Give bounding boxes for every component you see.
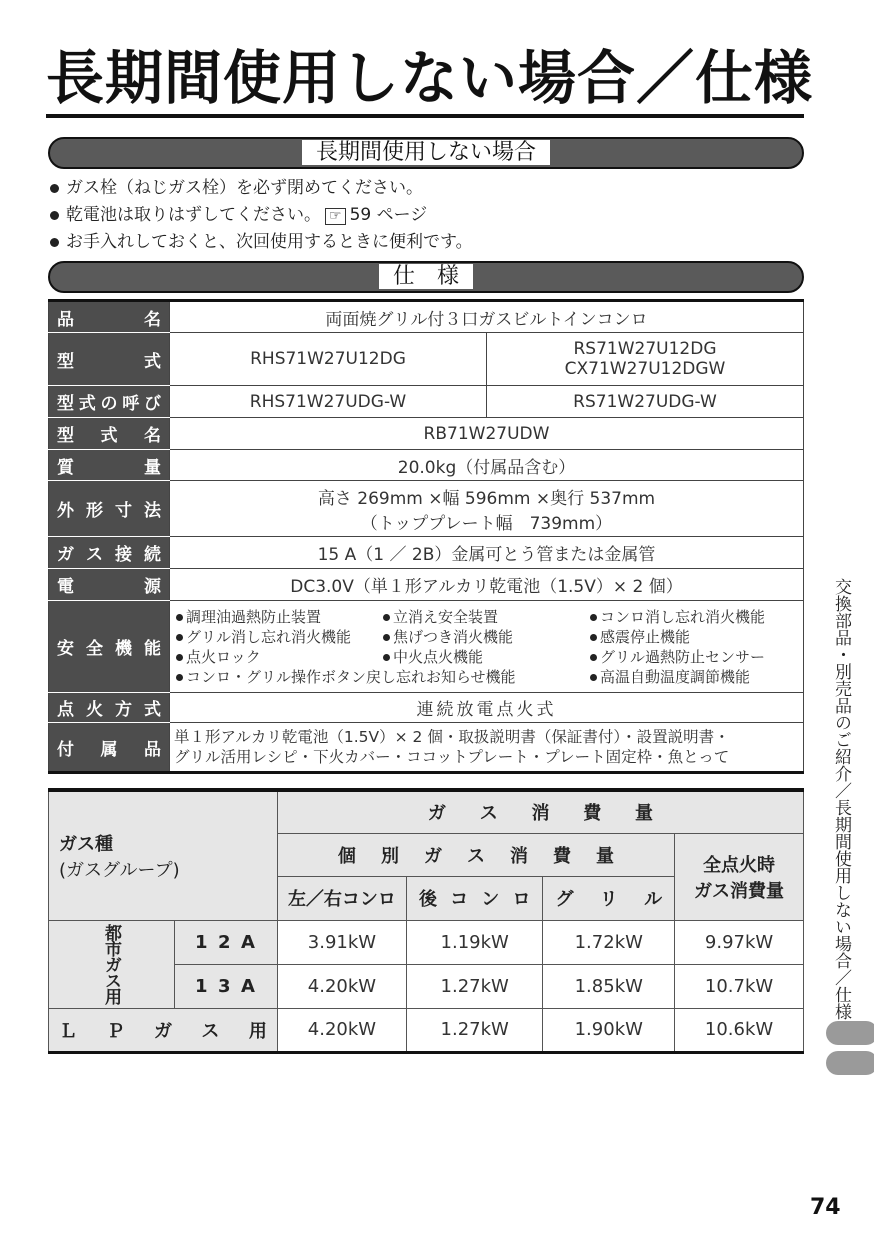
table-row bbox=[49, 601, 804, 693]
page-title: 長期間使用しない場合／仕様 bbox=[46, 44, 814, 112]
table-row bbox=[49, 333, 804, 386]
table-cell: 1.19kW bbox=[406, 920, 542, 964]
spec-value: 高さ 269mm ×幅 596mm ×奥行 537mm （トッププレート幅 739mm） bbox=[170, 481, 804, 537]
bullet-dot-icon bbox=[50, 211, 59, 220]
spec-table bbox=[48, 299, 804, 774]
bullet-dot-icon bbox=[590, 634, 597, 641]
bullet-dot-icon bbox=[176, 634, 183, 641]
feature-item: グリル消し忘れ消火機能 bbox=[176, 627, 383, 647]
table-cell: 9.97kW bbox=[675, 920, 804, 964]
feature-item: 高温自動温度調節機能 bbox=[590, 667, 790, 687]
table-row bbox=[49, 723, 804, 773]
table-cell: 10.7kW bbox=[675, 964, 804, 1008]
table-cell: 1.90kW bbox=[543, 1008, 675, 1052]
table-row bbox=[49, 569, 804, 601]
individual-consumption-header: 個 別 ガ ス 消 費 量 bbox=[277, 833, 674, 876]
bullet-item: 乾電池は取りはずしてください。 ☞ 59 ページ bbox=[50, 202, 473, 229]
section-heading-specs bbox=[48, 261, 804, 293]
spec-value: 15 A（1 ／ 2B）金属可とう管または金属管 bbox=[170, 537, 804, 569]
table-row bbox=[49, 790, 804, 833]
bullet-dot-icon bbox=[383, 654, 390, 661]
spec-value: RB71W27UDW bbox=[170, 418, 804, 450]
table-row bbox=[49, 1008, 804, 1052]
bullet-dot-icon bbox=[176, 674, 183, 681]
table-row bbox=[49, 301, 804, 333]
table-row bbox=[49, 693, 804, 723]
feature-item: 焦げつき消火機能 bbox=[383, 627, 590, 647]
title-rule bbox=[46, 114, 804, 118]
spec-label: 付 属 品 bbox=[49, 723, 170, 773]
bullet-dot-icon bbox=[50, 184, 59, 193]
bullet-dot-icon bbox=[50, 238, 59, 247]
feature-item: コンロ消し忘れ消火機能 bbox=[590, 607, 790, 627]
gas-type-cell: 1 3 A bbox=[175, 964, 278, 1008]
spec-label: 品 名 bbox=[49, 301, 170, 333]
spec-label: 点 火 方 式 bbox=[49, 693, 170, 723]
spec-value: 20.0kg（付属品含む） bbox=[170, 450, 804, 481]
table-cell: 4.20kW bbox=[277, 964, 406, 1008]
section-heading-storage-label: 長期間使用しない場合 bbox=[302, 140, 550, 165]
spec-label: 外 形 寸 法 bbox=[49, 481, 170, 537]
column-header: 左／右コンロ bbox=[277, 876, 406, 920]
total-consumption-header: 全点火時 ガス消費量 bbox=[675, 833, 804, 920]
feature-item: 立消え安全装置 bbox=[383, 607, 590, 627]
chapter-tab bbox=[826, 1021, 874, 1045]
table-row bbox=[49, 418, 804, 450]
spec-label: 型 式 bbox=[49, 333, 170, 386]
chapter-tab bbox=[826, 1051, 874, 1075]
spec-value: RS71W27U12DG CX71W27U12DGW bbox=[487, 333, 804, 386]
section-heading-specs-label: 仕 様 bbox=[379, 264, 473, 289]
table-row bbox=[49, 386, 804, 418]
bullet-dot-icon bbox=[383, 614, 390, 621]
bullet-item: お手入れしておくと、次回使用するときに便利です。 bbox=[50, 229, 473, 256]
table-cell: 1.27kW bbox=[406, 964, 542, 1008]
table-row bbox=[49, 481, 804, 537]
section-heading-storage bbox=[48, 137, 804, 169]
table-cell: 3.91kW bbox=[277, 920, 406, 964]
gas-type-cell: 1 2 A bbox=[175, 920, 278, 964]
feature-item: コンロ・グリル操作ボタン戻し忘れお知らせ機能 bbox=[176, 667, 590, 687]
column-header: グ リ ル bbox=[543, 876, 675, 920]
feature-item: グリル過熱防止センサー bbox=[590, 647, 790, 667]
feature-item: 点火ロック bbox=[176, 647, 383, 667]
table-cell: 10.6kW bbox=[675, 1008, 804, 1052]
bullet-item: ガス栓（ねじガス栓）を必ず閉めてください。 bbox=[50, 175, 473, 202]
bullet-dot-icon bbox=[176, 654, 183, 661]
spec-label: 質 量 bbox=[49, 450, 170, 481]
page-reference-icon: ☞ bbox=[325, 208, 346, 225]
spec-label: 電 源 bbox=[49, 569, 170, 601]
bullet-dot-icon bbox=[590, 614, 597, 621]
spec-value: 両面焼グリル付３口ガスビルトインコンロ bbox=[170, 301, 804, 333]
gas-type-cell: Ｌ Ｐ ガ ス 用 bbox=[49, 1008, 278, 1052]
spec-value: RS71W27UDG-W bbox=[487, 386, 804, 418]
feature-item: 調理油過熱防止装置 bbox=[176, 607, 383, 627]
gas-type-header: ガス種 (ガスグループ) bbox=[49, 790, 278, 920]
spec-value: RHS71W27U12DG bbox=[170, 333, 487, 386]
table-cell: 1.27kW bbox=[406, 1008, 542, 1052]
bullet-dot-icon bbox=[383, 634, 390, 641]
city-gas-label: 都市ガス用 bbox=[49, 920, 175, 1008]
table-row bbox=[49, 920, 804, 964]
table-row bbox=[49, 537, 804, 569]
spec-value: DC3.0V（単１形アルカリ乾電池（1.5V）× 2 個） bbox=[170, 569, 804, 601]
table-cell: 4.20kW bbox=[277, 1008, 406, 1052]
spec-value: RHS71W27UDG-W bbox=[170, 386, 487, 418]
feature-item: 中火点火機能 bbox=[383, 647, 590, 667]
page-reference: 59 ページ bbox=[349, 205, 428, 225]
safety-features bbox=[170, 601, 804, 693]
spec-value: 連続放電点火式 bbox=[170, 693, 804, 723]
sidebar-chapter-label: 交換部品・別売品のご紹介／長期間使用しない場合／仕様 bbox=[831, 578, 851, 1020]
spec-label: 型 式 の 呼 び bbox=[49, 386, 170, 418]
table-row bbox=[49, 450, 804, 481]
gas-consumption-table bbox=[48, 788, 804, 1054]
bullet-dot-icon bbox=[590, 674, 597, 681]
bullet-dot-icon bbox=[590, 654, 597, 661]
storage-bullets bbox=[50, 175, 473, 256]
spec-label: 型 式 名 bbox=[49, 418, 170, 450]
page-number: 74 bbox=[810, 1195, 841, 1220]
spec-label: ガ ス 接 続 bbox=[49, 537, 170, 569]
consumption-header: ガ ス 消 費 量 bbox=[277, 790, 803, 833]
spec-label: 安 全 機 能 bbox=[49, 601, 170, 693]
column-header: 後 コ ン ロ bbox=[406, 876, 542, 920]
feature-item: 感震停止機能 bbox=[590, 627, 790, 647]
table-cell: 1.72kW bbox=[543, 920, 675, 964]
table-cell: 1.85kW bbox=[543, 964, 675, 1008]
bullet-dot-icon bbox=[176, 614, 183, 621]
accessories-value: 単１形アルカリ乾電池（1.5V）× 2 個・取扱説明書（保証書付）・設置説明書・ グリル活用レシピ・下火カバー・ココットプレート・プレート固定枠・魚とって bbox=[170, 723, 804, 773]
